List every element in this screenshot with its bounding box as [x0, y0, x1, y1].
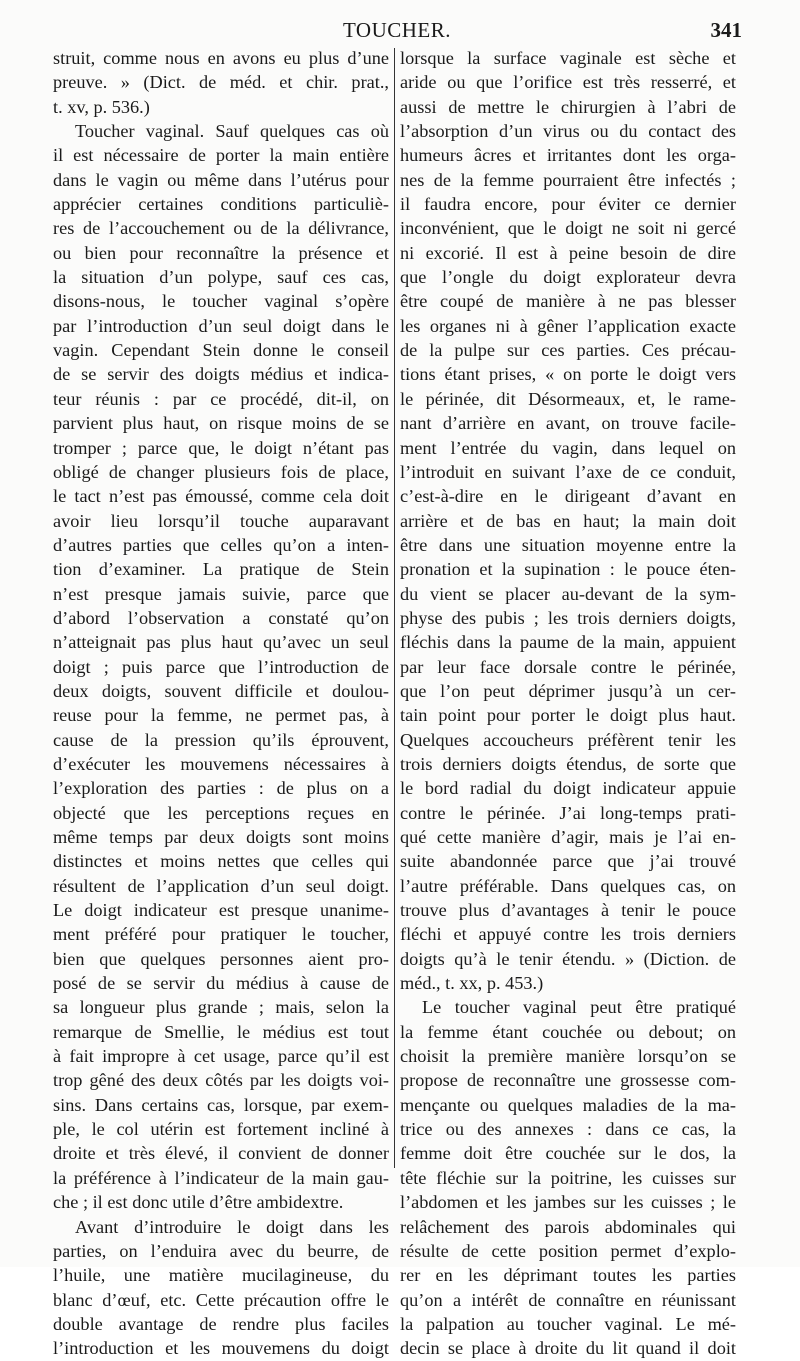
text-line: apprécier certaines conditions particuliè- — [53, 194, 389, 215]
text-line: physe des pubis ; les trois derniers doigts, — [400, 607, 736, 628]
text-line: trop gêné des deux côtés par les doigts voi- — [53, 1070, 389, 1091]
text-line: teur réunis : par ce procédé, dit-il, on — [53, 388, 389, 409]
text-line: la situation d’un polype, sauf ces cas, — [53, 267, 389, 288]
text-line: arrière et de bas en haut; la main doit — [400, 510, 736, 531]
text-line: droite et très élevé, il convient de donner — [53, 1143, 389, 1164]
text-line: l’autre préférable. Dans quelques cas, on — [400, 875, 736, 896]
text-line: d’autres parties que celles qu’on a inten- — [53, 534, 389, 555]
text-line: decin se place à droite du lit quand il doit — [400, 1338, 736, 1359]
text-line: ple, le col utérin est fortement incliné à — [53, 1119, 389, 1140]
text-line: doigt ; puis parce que l’introduction de — [53, 656, 389, 677]
text-line: d’exécuter les mouvemens nécessaires à — [53, 753, 389, 774]
text-line: Quelques accoucheurs préfèrent tenir les — [400, 729, 736, 750]
text-line: ment l’entrée du vagin, dans lequel on — [400, 437, 736, 458]
text-line: che ; il est donc utile d’être ambidextre. — [53, 1192, 344, 1213]
text-line: pronation et la supination : le pouce éten- — [400, 559, 736, 580]
text-line: trois derniers doigts étendus, de sorte que — [400, 753, 736, 774]
text-line: même temps par deux doigts sont moins — [53, 827, 389, 847]
left-text-column — [53, 46, 389, 1361]
text-line: parties, on l’enduira avec du beurre, de — [53, 1240, 389, 1261]
text-line: la palpation au toucher vaginal. Le mé- — [400, 1313, 736, 1334]
text-line: aride ou que l’orifice est très resserré, et — [400, 72, 736, 93]
text-line: l’absorption d’un virus ou du contact des — [400, 121, 736, 142]
text-line: aussi de mettre le chirurgien à l’abri de — [400, 96, 736, 117]
text-line: avoir lieu lorsqu’il touche auparavant — [53, 510, 389, 531]
text-line: humeurs âcres et irritantes dont les orga- — [400, 145, 736, 166]
text-line: fléchi et appuyé contre les trois derniers — [400, 924, 736, 945]
text-line: que l’on peut déprimer jusqu’à un cer- — [400, 680, 736, 701]
text-line: de se servir des doigts médius et indica- — [53, 364, 389, 385]
text-line: vagin. Cependant Stein donne le conseil — [53, 340, 389, 361]
text-line: inconvénient, que le doigt ne soit ni gercé — [400, 218, 736, 239]
text-line: que l’ongle du doigt explorateur devra — [400, 267, 736, 288]
text-line: le périnée, dit Désormeaux, et, le rame- — [400, 388, 736, 409]
text-line: l’exploration des parties : de plus on a — [53, 778, 389, 799]
text-line: c’est-à-dire en le dirigeant d’avant en — [400, 486, 736, 507]
text-line: qu’on a intérêt de connaître en réunissant — [400, 1289, 736, 1310]
text-line: cause de la pression qu’ils éprouvent, — [53, 729, 389, 750]
text-line: être coupé de manière à ne pas blesser — [400, 291, 736, 312]
text-line: bien que quelques personnes aient pro- — [53, 948, 389, 969]
text-line: tromper ; parce que, le doigt n’étant pas — [53, 437, 389, 458]
right-text-column — [400, 46, 736, 1361]
text-line: n’atteignait pas plus haut qu’avec un seul — [53, 632, 389, 653]
text-line: d’abord l’observation a constaté qu’on — [53, 607, 389, 628]
text-line: fléchis dans la paume de la main, appuient — [400, 632, 736, 653]
page-number: 341 — [710, 18, 742, 42]
text-line: lorsque la surface vaginale est sèche et — [400, 48, 736, 68]
text-line: l’introduit en suivant l’axe de ce conduit, — [400, 461, 736, 482]
text-line: il faudra encore, pour éviter ce dernier — [400, 194, 736, 215]
text-line: la préférence à l’indicateur de la main gau- — [53, 1167, 389, 1188]
text-line: remarque de Smellie, le médius est tout — [53, 1021, 389, 1042]
page-header — [52, 18, 742, 48]
text-line: doigts qu’à le tenir étendu. » (Diction. de — [400, 948, 736, 969]
text-line: t. xv, p. 536.) — [53, 96, 150, 117]
text-line: ni excorié. Il est à peine besoin de dire — [400, 242, 736, 263]
running-title: TOUCHER. — [342, 18, 452, 42]
text-line: trouve plus d’avantages à tenir le pouce — [400, 900, 736, 921]
text-line: l’huile, une matière mucilagineuse, du — [53, 1265, 389, 1286]
text-line: propose de reconnaître une grossesse com- — [400, 1070, 736, 1091]
text-line: tions étant prises, « on porte le doigt vers — [400, 364, 736, 385]
text-line: à fait impropre à cet usage, parce qu’il est — [53, 1046, 389, 1067]
text-line: n’est presque jamais suivie, parce que — [53, 583, 389, 604]
column-divider — [394, 48, 395, 1168]
text-line: objecté que les perceptions reçues en — [53, 802, 389, 823]
text-line: être dans une situation moyenne entre la — [400, 534, 736, 555]
text-line: l’abdomen et les jambes sur les cuisses ; le — [400, 1192, 736, 1213]
text-line: du vient se placer au-devant de la sym- — [400, 583, 736, 604]
text-line: disons-nous, le toucher vaginal s’opère — [53, 291, 389, 312]
text-line: de la pulpe sur ces parties. Ces précau- — [400, 340, 736, 361]
text-line: qué cette manière d’agir, mais je l’ai en- — [400, 827, 736, 847]
text-line: méd., t. xx, p. 453.) — [400, 973, 544, 994]
text-line: résultent de l’application d’un seul doigt. — [53, 875, 389, 896]
text-line: suite abandonnée parce que j’ai trouvé — [400, 851, 736, 872]
text-line: distinctes et moins nettes que celles qui — [53, 851, 389, 872]
text-line: tion d’examiner. La pratique de Stein — [53, 559, 389, 580]
text-line: Le doigt indicateur est presque unanime- — [53, 900, 389, 921]
text-line: reuse pour la femme, ne permet pas, à — [53, 705, 389, 726]
text-line: Toucher vaginal. Sauf quelques cas où — [75, 121, 389, 142]
text-line: tête fléchie sur la poitrine, les cuisses sur — [400, 1167, 736, 1188]
text-line: la femme étant couchée ou debout; on — [400, 1021, 736, 1042]
text-line: deux doigts, souvent difficile et doulou- — [53, 680, 389, 701]
text-line: ou bien pour reconnaître la présence et — [53, 242, 389, 263]
text-line: double avantage de rendre plus faciles — [53, 1313, 389, 1334]
text-line: mençante ou quelques maladies de la ma- — [400, 1094, 736, 1115]
text-line: parvient plus haut, on risque moins de se — [53, 413, 389, 434]
text-line: res de l’accouchement ou de la délivrance, — [53, 218, 389, 239]
text-line: struit, comme nous en avons eu plus d’une — [53, 48, 389, 68]
text-line: par l’introduction d’un seul doigt dans le — [53, 315, 389, 336]
text-line: preuve. » (Dict. de méd. et chir. prat., — [53, 72, 389, 93]
text-line: ment préféré pour pratiquer le toucher, — [53, 924, 389, 945]
text-line: sins. Dans certains cas, lorsque, par exem- — [53, 1094, 389, 1115]
text-line: contre le périnée. J’ai long-temps prati- — [400, 802, 736, 823]
text-line: rer en les déprimant toutes les parties — [400, 1265, 736, 1286]
text-line: choisit la première manière lorsqu’on se — [400, 1046, 736, 1067]
text-line: tain point pour porter le doigt plus haut. — [400, 705, 736, 726]
text-line: résulte de cette position permet d’explo- — [400, 1240, 736, 1261]
text-line: par leur face dorsale contre le périnée, — [400, 656, 736, 677]
text-line: le tact n’est pas émoussé, comme cela doit — [53, 486, 389, 507]
text-line: posé de se servir du médius à cause de — [53, 973, 389, 994]
text-line: blanc d’œuf, etc. Cette précaution offre le — [53, 1289, 389, 1310]
text-line: trice ou des annexes : dans ce cas, la — [400, 1119, 736, 1140]
text-line: les organes ni à gêner l’application exacte — [400, 315, 736, 336]
text-line: Le toucher vaginal peut être pratiqué — [422, 997, 736, 1018]
text-line: le bord radial du doigt indicateur appuie — [400, 778, 736, 799]
text-line: dans le vagin ou même dans l’utérus pour — [53, 169, 389, 190]
text-line: obligé de changer plusieurs fois de place, — [53, 461, 389, 482]
text-line: relâchement des parois abdominales qui — [400, 1216, 736, 1237]
text-line: Avant d’introduire le doigt dans les — [75, 1216, 389, 1237]
text-line: nes de la femme pourraient être infectés ; — [400, 169, 736, 190]
text-line: l’introduction et les mouvemens du doigt — [53, 1338, 389, 1359]
text-line: nant d’arrière en avant, on trouve facile- — [400, 413, 736, 434]
text-line: il est nécessaire de porter la main entière — [53, 145, 389, 166]
text-line: sa longueur plus grande ; mais, selon la — [53, 997, 389, 1018]
text-line: femme doit être couchée sur le dos, la — [400, 1143, 736, 1164]
